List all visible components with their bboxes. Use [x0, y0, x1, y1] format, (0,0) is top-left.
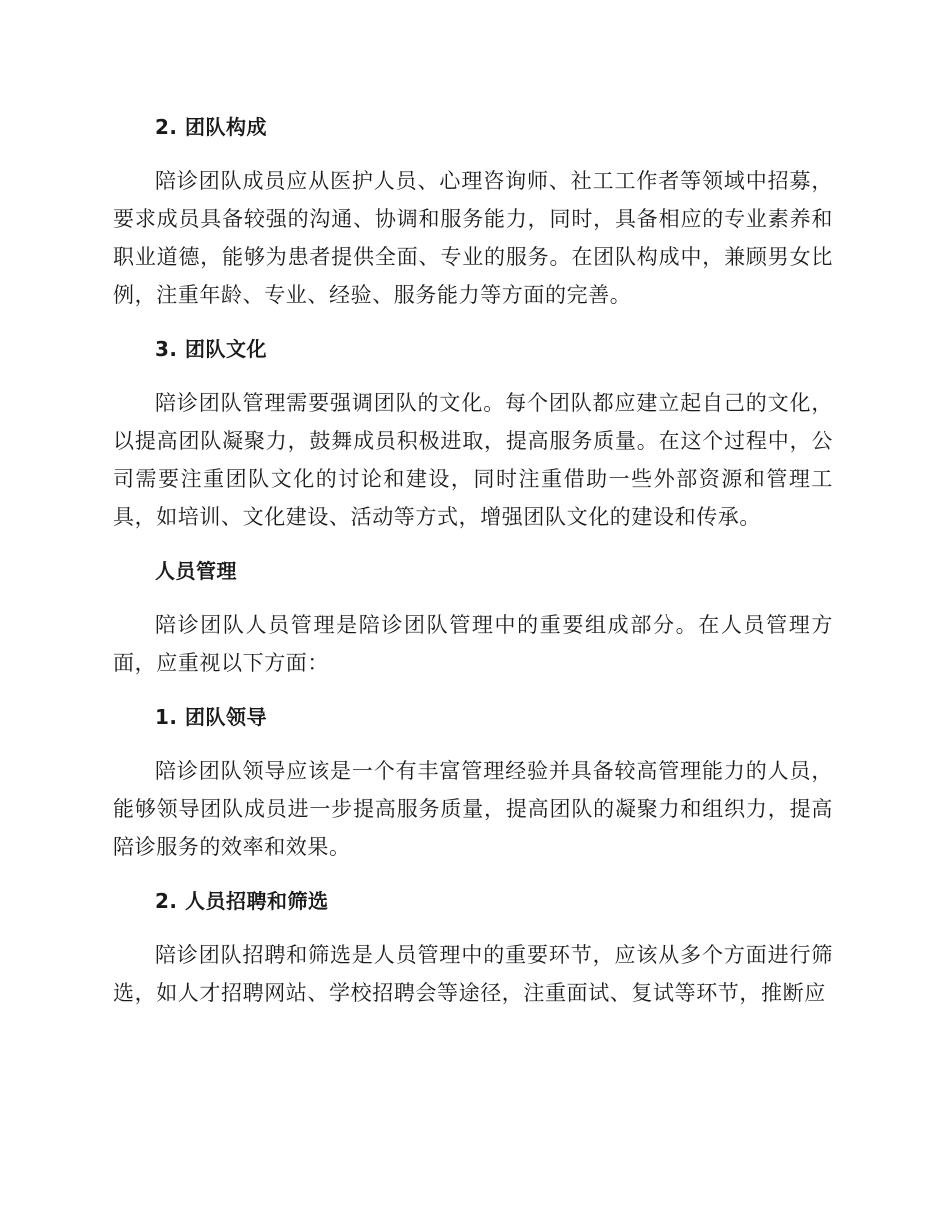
section-heading-team-composition: 2. 团队构成	[155, 115, 267, 139]
paragraph-team-culture: 陪诊团队管理需要强调团队的文化。每个团队都应建立起自己的文化，以提高团队凝聚力，鼓舞成员积极进取，提高服务质量。在这个过程中，公司需要注重团队文化的讨论和建设，同时注重借助一些外部资源和管理工具，如培训、文化建设、活动等方式，增强团队文化的建设和传承。	[113, 391, 833, 529]
section-heading-team-culture: 3. 团队文化	[155, 337, 267, 361]
paragraph-personnel-management: 陪诊团队人员管理是陪诊团队管理中的重要组成部分。在人员管理方面，应重视以下方面：	[113, 613, 833, 675]
section-heading-recruitment: 2. 人员招聘和筛选	[155, 889, 329, 913]
paragraph-team-leadership: 陪诊团队领导应该是一个有丰富管理经验并具备较高管理能力的人员，能够领导团队成员进一步提高服务质量，提高团队的凝聚力和组织力，提高陪诊服务的效率和效果。	[113, 759, 833, 859]
paragraph-team-composition: 陪诊团队成员应从医护人员、心理咨询师、社工工作者等领域中招募，要求成员具备较强的沟通、协调和服务能力，同时，具备相应的专业素养和职业道德，能够为患者提供全面、专业的服务。在团队构成中，兼顾男女比例，注重年龄、专业、经验、服务能力等方面的完善。	[113, 169, 833, 307]
section-heading-team-leadership: 1. 团队领导	[155, 705, 267, 729]
section-heading-personnel-management: 人员管理	[155, 559, 237, 583]
document-body	[113, 108, 833, 1028]
paragraph-recruitment: 陪诊团队招聘和筛选是人员管理中的重要环节，应该从多个方面进行筛选，如人才招聘网站、学校招聘会等途径，注重面试、复试等环节，推断应	[113, 943, 833, 1005]
